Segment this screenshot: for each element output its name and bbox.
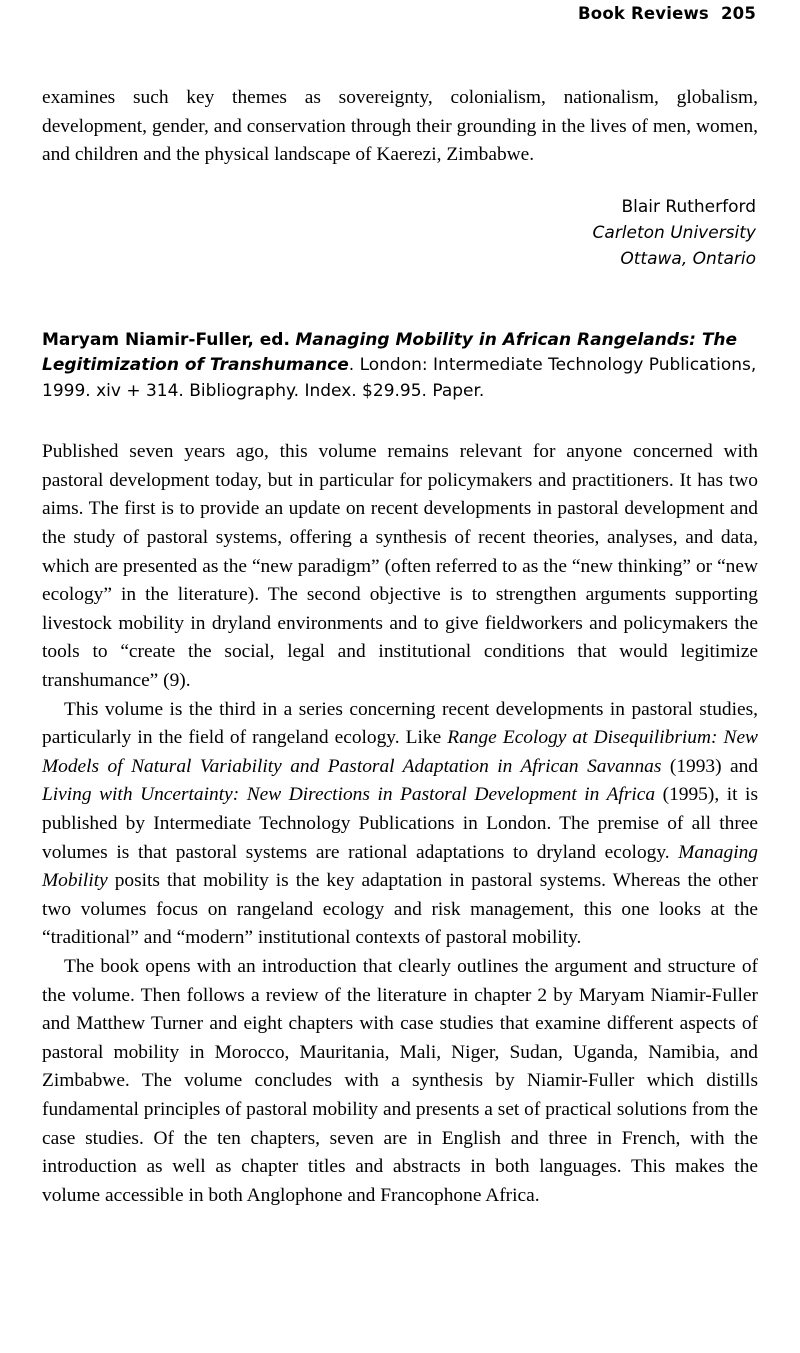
book-author: Maryam Niamir-Fuller, ed.	[42, 329, 290, 350]
reviewer-name: Blair Rutherford	[621, 196, 756, 217]
review-paragraph-1: Published seven years ago, this volume remains relevant for anyone concerned with pastoral development today, but in particular for policymakers and practitioners. It has two aims. The first is to provide an update on recent developments in pastoral development and the study of pastoral systems, offering a synthesis of recent theories, analyses, and data, which are presented as the “new paradigm” (often referred to as the “new thinking” or “new ecology” in the literature). The second objective is to strengthen arguments supporting livestock mobility in dryland environments and to give fieldworkers and policymakers the tools to “create the social, legal and institutional conditions that would legitimize transhumance” (9).	[42, 441, 758, 692]
book-title: Managing Mobility in African Rangelands: The Legitimization of Transhumance	[42, 329, 738, 376]
p2-italic-title-1: Range Ecology at Disequilibrium: New Models of Natural Variability and Pastoral Adaptation in African Savannas	[42, 727, 758, 777]
review-paragraph-2	[42, 696, 758, 953]
book-entry-heading	[42, 328, 758, 405]
reviewer-affiliation: Carleton University	[592, 222, 756, 243]
page-number: 205	[720, 4, 756, 23]
review-body	[42, 438, 758, 1210]
running-head-title: Book Reviews	[578, 4, 709, 23]
p2-text-3: (1995), it is published by Intermediate Technology Publications in London. The premise of all three volumes is that pastoral systems are rational adaptations to dryland ecology.	[42, 784, 758, 863]
reviewer-location: Ottawa, Ontario	[620, 248, 756, 269]
p2-text-2: (1993) and	[661, 755, 759, 777]
review-paragraph-3: The book opens with an introduction that clearly outlines the argument and structure of the volume. Then follows a review of the literature in chapter 2 by Maryam Niamir-Fuller and Matthew Turner and eight chapters with case studies that examine different aspects of pastoral mobility in Morocco, Mauritania, Mali, Niger, Sudan, Uganda, Namibia, and Zimbabwe. The volume concludes with a synthesis by Niamir-Fuller which distills fundamental principles of pastoral mobility and presents a set of practical solutions from the case studies. Of the ten chapters, seven are in English and three in French, with the introduction as well as chapter titles and abstracts in both languages. This makes the volume accessible in both Anglophone and Francophone Africa.	[42, 955, 758, 1206]
p2-text-1: This volume is the third in a series concerning recent developments in pastoral studies, particularly in the field of rangeland ecology. Like	[42, 698, 758, 749]
p2-italic-title-2: Living with Uncertainty: New Directions in Pastoral Development in Africa	[42, 784, 656, 806]
p2-italic-title-3: Managing Mobility	[42, 841, 758, 892]
p2-text-4: posits that mobility is the key adaptation in pastoral systems. Whereas the other two volumes focus on rangeland ecology and risk management, this one looks at the “traditional” and “modern” institutional contexts of pastoral mobility.	[42, 870, 758, 949]
running-head	[578, 4, 756, 23]
page-content	[42, 84, 758, 1210]
book-imprint: . London: Intermediate Technology Publications, 1999. xiv + 314. Bibliography. Index. $29.95. Paper.	[42, 355, 757, 401]
previous-review-tail-paragraph: examines such key themes as sovereignty, colonialism, nationalism, globalism, development, gender, and conservation through their grounding in the lives of men, women, and children and the physical landscape of Kaerezi, Zimbabwe.	[42, 87, 758, 166]
reviewer-attribution	[42, 194, 758, 272]
